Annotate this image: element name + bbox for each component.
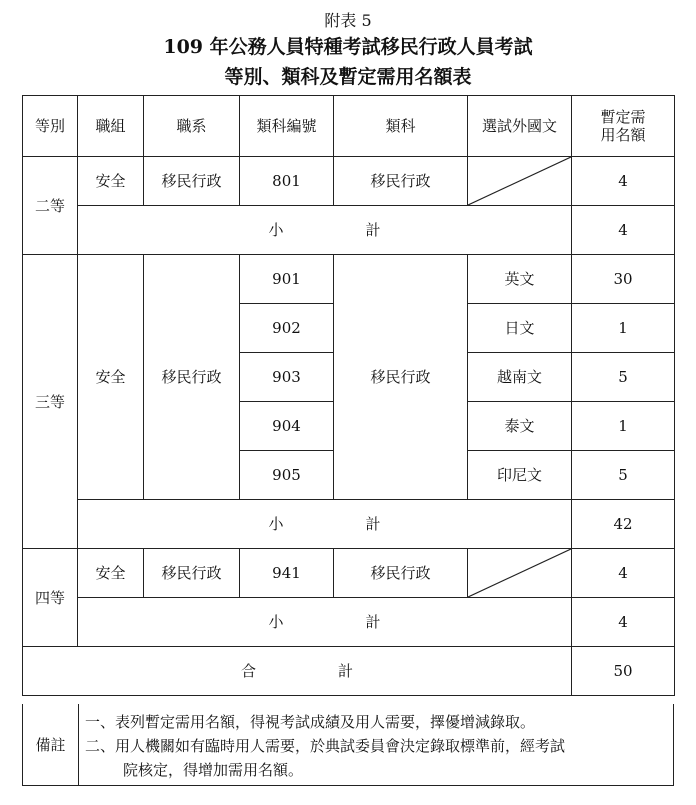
table-row — [23, 157, 675, 206]
series-cell: 移民行政 — [144, 255, 240, 500]
grade-cell: 三等 — [23, 255, 78, 549]
code-cell: 801 — [240, 157, 334, 206]
header-quota — [572, 96, 675, 157]
quota-cell: 1 — [572, 402, 675, 451]
grade-cell: 四等 — [23, 549, 78, 647]
subtotal-value: 4 — [572, 598, 675, 647]
code-cell: 905 — [240, 451, 334, 500]
subtotal-label-a: 小 — [268, 221, 284, 239]
language-cell: 泰文 — [468, 402, 572, 451]
notes-section — [22, 704, 674, 786]
header-grade: 等別 — [23, 96, 78, 157]
subtotal-row — [23, 598, 675, 647]
subject-cell: 移民行政 — [334, 255, 468, 500]
quota-cell: 5 — [572, 451, 675, 500]
header-code: 類科編號 — [240, 96, 334, 157]
subtotal-label-b: 計 — [365, 221, 381, 239]
total-row — [23, 647, 675, 696]
header-quota-line2: 用名額 — [600, 126, 646, 144]
header-language: 選試外國文 — [468, 96, 572, 157]
total-label — [23, 647, 572, 696]
total-label-b: 計 — [338, 662, 354, 680]
code-cell: 903 — [240, 353, 334, 402]
subtotal-label-b: 計 — [365, 613, 381, 631]
subtotal-value: 4 — [572, 206, 675, 255]
attachment-label: 附表 5 — [324, 11, 372, 30]
series-cell: 移民行政 — [144, 157, 240, 206]
note-line-1: 一、表列暫定需用名額，得視考試成績及用人需要，擇優增減錄取。 — [85, 713, 536, 731]
header-quota-line1: 暫定需 — [600, 108, 646, 126]
table-header-row — [23, 96, 675, 157]
quota-cell: 1 — [572, 304, 675, 353]
group-cell: 安全 — [78, 157, 144, 206]
code-cell: 904 — [240, 402, 334, 451]
header-group: 職組 — [78, 96, 144, 157]
document-title: 109 年公務人員特種考試移民行政人員考試 — [163, 36, 533, 58]
quota-cell: 4 — [572, 157, 675, 206]
note-line-3: 院核定，得增加需用名額。 — [123, 761, 304, 779]
diagonal-line — [468, 157, 571, 205]
language-cell: 越南文 — [468, 353, 572, 402]
note-line-2: 二、用人機關如有臨時用人需要，於典試委員會決定錄取標準前，經考試 — [85, 737, 566, 755]
grade-cell: 二等 — [23, 157, 78, 255]
header-subject: 類科 — [334, 96, 468, 157]
notes-body — [79, 704, 565, 785]
subtotal-label-a: 小 — [268, 515, 284, 533]
group-cell: 安全 — [78, 255, 144, 500]
quota-cell: 5 — [572, 353, 675, 402]
document-subtitle: 等別、類科及暫定需用名額表 — [224, 66, 472, 88]
diagonal-line — [468, 549, 571, 597]
table-row — [23, 549, 675, 598]
total-label-a: 合 — [240, 662, 256, 680]
quota-cell: 30 — [572, 255, 675, 304]
subtotal-label — [78, 500, 572, 549]
series-cell: 移民行政 — [144, 549, 240, 598]
subtotal-label-a: 小 — [268, 613, 284, 631]
language-empty-cell — [468, 157, 572, 206]
language-cell: 日文 — [468, 304, 572, 353]
header-series: 職系 — [144, 96, 240, 157]
subtotal-row — [23, 206, 675, 255]
language-cell: 英文 — [468, 255, 572, 304]
subject-cell: 移民行政 — [334, 549, 468, 598]
group-cell: 安全 — [78, 549, 144, 598]
subtotal-row — [23, 500, 675, 549]
subtotal-label — [78, 598, 572, 647]
subtotal-value: 42 — [572, 500, 675, 549]
quota-table — [22, 95, 675, 696]
language-empty-cell — [468, 549, 572, 598]
language-cell: 印尼文 — [468, 451, 572, 500]
table-row — [23, 255, 675, 304]
total-value: 50 — [572, 647, 675, 696]
subtotal-label — [78, 206, 572, 255]
subtotal-label-b: 計 — [365, 515, 381, 533]
notes-label: 備註 — [23, 704, 79, 785]
subject-cell: 移民行政 — [334, 157, 468, 206]
code-cell: 941 — [240, 549, 334, 598]
code-cell: 901 — [240, 255, 334, 304]
code-cell: 902 — [240, 304, 334, 353]
quota-cell: 4 — [572, 549, 675, 598]
